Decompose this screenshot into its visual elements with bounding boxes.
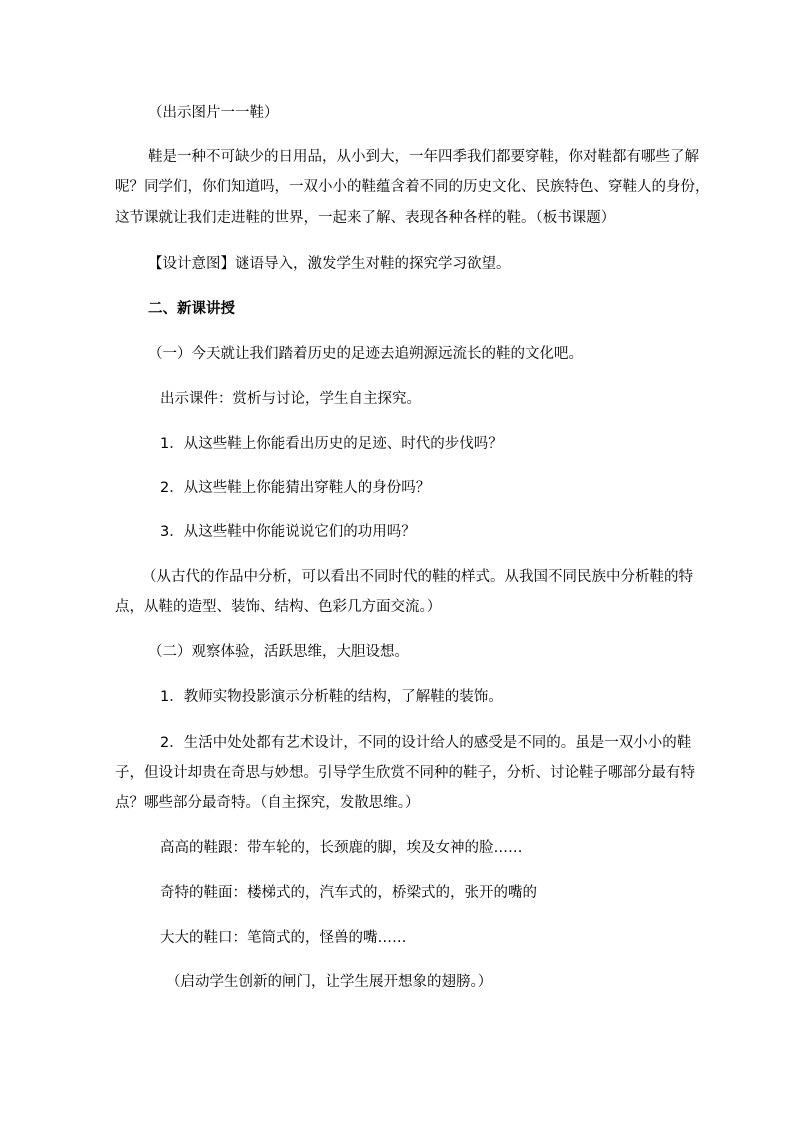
item-2-line-1: 2．生活中处处都有艺术设计，不同的设计给人的感受是不同的。虽是一双小小的鞋 bbox=[160, 735, 692, 751]
question-1: 1．从这些鞋上你能看出历史的足迹、时代的步伐吗？ bbox=[160, 436, 503, 452]
analysis-note-line-2: 点，从鞋的造型、装饰、结构、色彩几方面交流。） bbox=[115, 599, 442, 615]
show-courseware: 出示课件：赏析与讨论，学生自主探究。 bbox=[160, 391, 421, 407]
closing-note: （启动学生创新的闸门，让学生展开想象的翅膀。） bbox=[166, 974, 493, 990]
example-heel: 高高的鞋跟：带车轮的，长颈鹿的脚，埃及女神的脸…… bbox=[160, 840, 523, 856]
section-heading-new-lesson: 二、新课讲授 bbox=[148, 301, 235, 317]
example-opening: 大大的鞋口：笔筒式的，怪兽的嘴…… bbox=[160, 930, 407, 946]
item-1-teacher-demo: 1．教师实物投影演示分析鞋的结构，了解鞋的装饰。 bbox=[160, 689, 503, 705]
question-3: 3．从这些鞋中你能说说它们的功用吗？ bbox=[160, 524, 416, 540]
subsection-two: （二）观察体验，活跃思维，大胆设想。 bbox=[148, 644, 409, 660]
item-2-line-2: 子，但设计却贵在奇思与妙想。引导学生欣赏不同种的鞋子，分析、讨论鞋子哪部分最有特 bbox=[115, 765, 695, 781]
paragraph-show-picture: （出示图片一一鞋） bbox=[148, 105, 279, 121]
question-2: 2．从这些鞋上你能猜出穿鞋人的身份吗？ bbox=[160, 480, 431, 496]
design-intent: 【设计意图】谜语导入，激发学生对鞋的探究学习欲望。 bbox=[148, 256, 511, 272]
subsection-one: （一）今天就让我们踏着历史的足迹去追朔源远流长的鞋的文化吧。 bbox=[148, 346, 583, 362]
example-upper: 奇特的鞋面：楼梯式的，汽车式的，桥梁式的，张开的嘴的 bbox=[160, 885, 537, 901]
paragraph-intro-line-2: 呢？同学们，你们知道吗，一双小小的鞋蕴含着不同的历史文化、民族特色、穿鞋人的身份， bbox=[115, 179, 710, 195]
paragraph-intro-line-1: 鞋是一种不可缺少的日用品，从小到大，一年四季我们都要穿鞋，你对鞋都有哪些了解 bbox=[148, 149, 699, 165]
paragraph-intro-line-3: 这节课就让我们走进鞋的世界，一起来了解、表现各种各样的鞋。（板书课题） bbox=[115, 210, 616, 226]
analysis-note-line-1: （从古代的作品中分析，可以看出不同时代的鞋的样式。从我国不同民族中分析鞋的特 bbox=[142, 569, 693, 585]
item-2-line-3: 点？哪些部分最奇特。（自主探究，发散思维。） bbox=[115, 795, 420, 811]
